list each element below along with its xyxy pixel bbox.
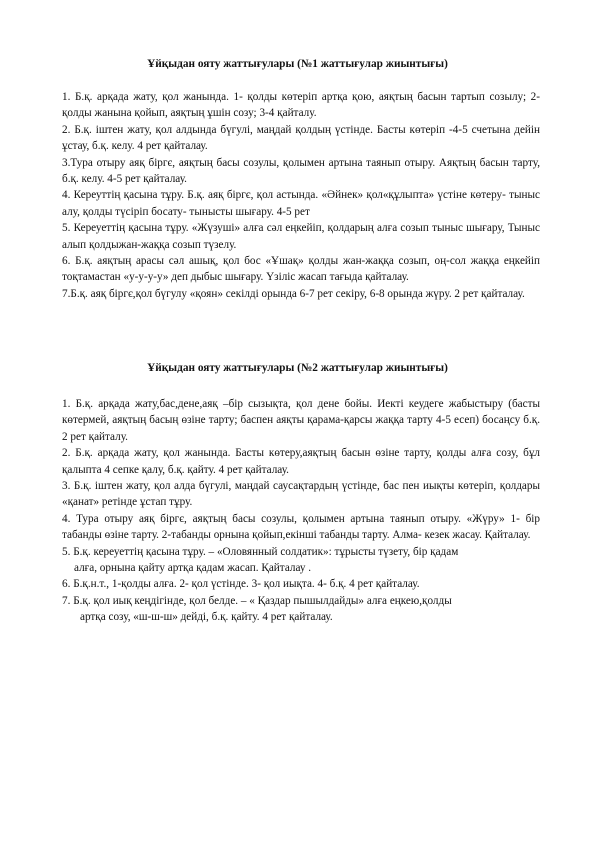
- section1-list: [62, 89, 540, 302]
- section2-item-5-continued: алға, орнына қайту артқа қадам жасап. Қайталау .: [74, 562, 312, 575]
- section1-item-2: 2. Б.қ. іштен жату, қол алдында бүгулі, маңдай қолдың үстінде. Басты көтеріп -4-5 счетына дейін ұстау, б.қ. келу. 4 рет қайталау.: [62, 123, 540, 153]
- section2-item-2: 2. Б.қ. арқада жату, қол жанында. Басты көтеру,аяқтың басын өзіне тарту, қолды алға созу, бұл қалыпта 4 сепке қалу, б.қ. қайту. 4 рет қайталау.: [62, 447, 540, 476]
- section1-item-3: 3.Тура отыру аяқ біргє, аяқтың басы созулы, қолымен артына таянып отыру. Аяқтың басын тарту, б.қ. келу. 4-5 рет қайталау.: [62, 156, 540, 186]
- section1-item-5: 5. Кереуеттің қасына тұру. «Жүзуші» алға сәл еңкейіп, қолдарың алға созып тыныс шығару, Тыныс алып қолдыжан-жаққа созып түзелу.: [62, 222, 540, 251]
- section1-item-4: 4. Кереуттің қасына тұру. Б.қ. аяқ біргє, қол астында. «Әйнек» қол«құлыпта» үстіне көтеру- тыныс алу, қолды түсіріп босату- тынысты шығару. 4-5 рет: [62, 189, 540, 218]
- section1-item-1: 1. Б.қ. арқада жату, қол жанында. 1- қолды көтеріп артқа қою, аяқтың басын тартып созылу; 2- қолды жанына қойып, аяқтың ұшін созу; 3-4 қайталу.: [62, 91, 540, 120]
- section2-item-5: 5. Б.қ. кереуеттің қасына тұру. – «Оловянный солдатик»: тұрысты түзету, бір қадам: [62, 545, 459, 558]
- section2-item-7-continued: артқа созу, «ш-ш-ш» дейді, б.қ. қайту. 4 рет қайталау.: [80, 611, 333, 624]
- section1-item-6: 6. Б.қ. аяқтың арасы сәл ашық, қол бос «Ұшақ» қолды жан-жаққа созып, оң-сол жаққа еңкейіп тоқтамастан «у-у-у-у» деп дыбыс шығару. Үзіліс жасап тағыда қайталау.: [62, 255, 540, 284]
- section2-title: Ұйқыдан ояту жаттығулары (№2 жаттығулар жиынтығы): [147, 362, 448, 374]
- section2-item-6: 6. Б.қ.н.т., 1-қолды алға. 2- қол үстінде. 3- қол иықта. 4- б.қ. 4 рет қайталау.: [62, 578, 420, 591]
- section1-item-7: 7.Б.қ. аяқ біргє,қол бүгулу «қоян» секілді орында 6-7 рет секіру, 6-8 орында жүру. 2 рет қайталау.: [62, 287, 525, 300]
- section2-item-7: 7. Б.қ. қол иық кеңдігінде, қол белде. – « Қаздар пышылдайды» алға еңкею,қолды: [62, 594, 452, 607]
- section2-item-3: 3. Б.қ. іштен жату, қол алда бүгулі, маңдай саусақтардың үстінде, бас пен иықты көтеріп, қолдары «қанат» ретінде ұстап тұру.: [62, 480, 540, 509]
- section2-item-4: 4. Тура отыру аяқ біргє, аяқтың басы созулы, қолымен артына таянып отыру. «Жүру» 1- бір табанды өзіне тарту. 2-табанды орнына қойып,екінші табанды тарту. Алма- кезек жасау. Қайталау.: [62, 512, 540, 542]
- section2-list: [62, 396, 540, 626]
- section2-item-1: 1. Б.қ. арқада жату,бас,дене,аяқ –бір сызықта, қол дене бойы. Иекті кеудеге жабыстыру (басты көтермей, аяқтың басың өзіне тарту; баспен аяқты қарама-қарсы жаққа тарту 4-5 есеп) босаңсу б.қ. 2 рет қайталу.: [62, 398, 540, 443]
- section1-title: Ұйқыдан ояту жаттығулары (№1 жаттығулар жиынтығы): [147, 58, 448, 70]
